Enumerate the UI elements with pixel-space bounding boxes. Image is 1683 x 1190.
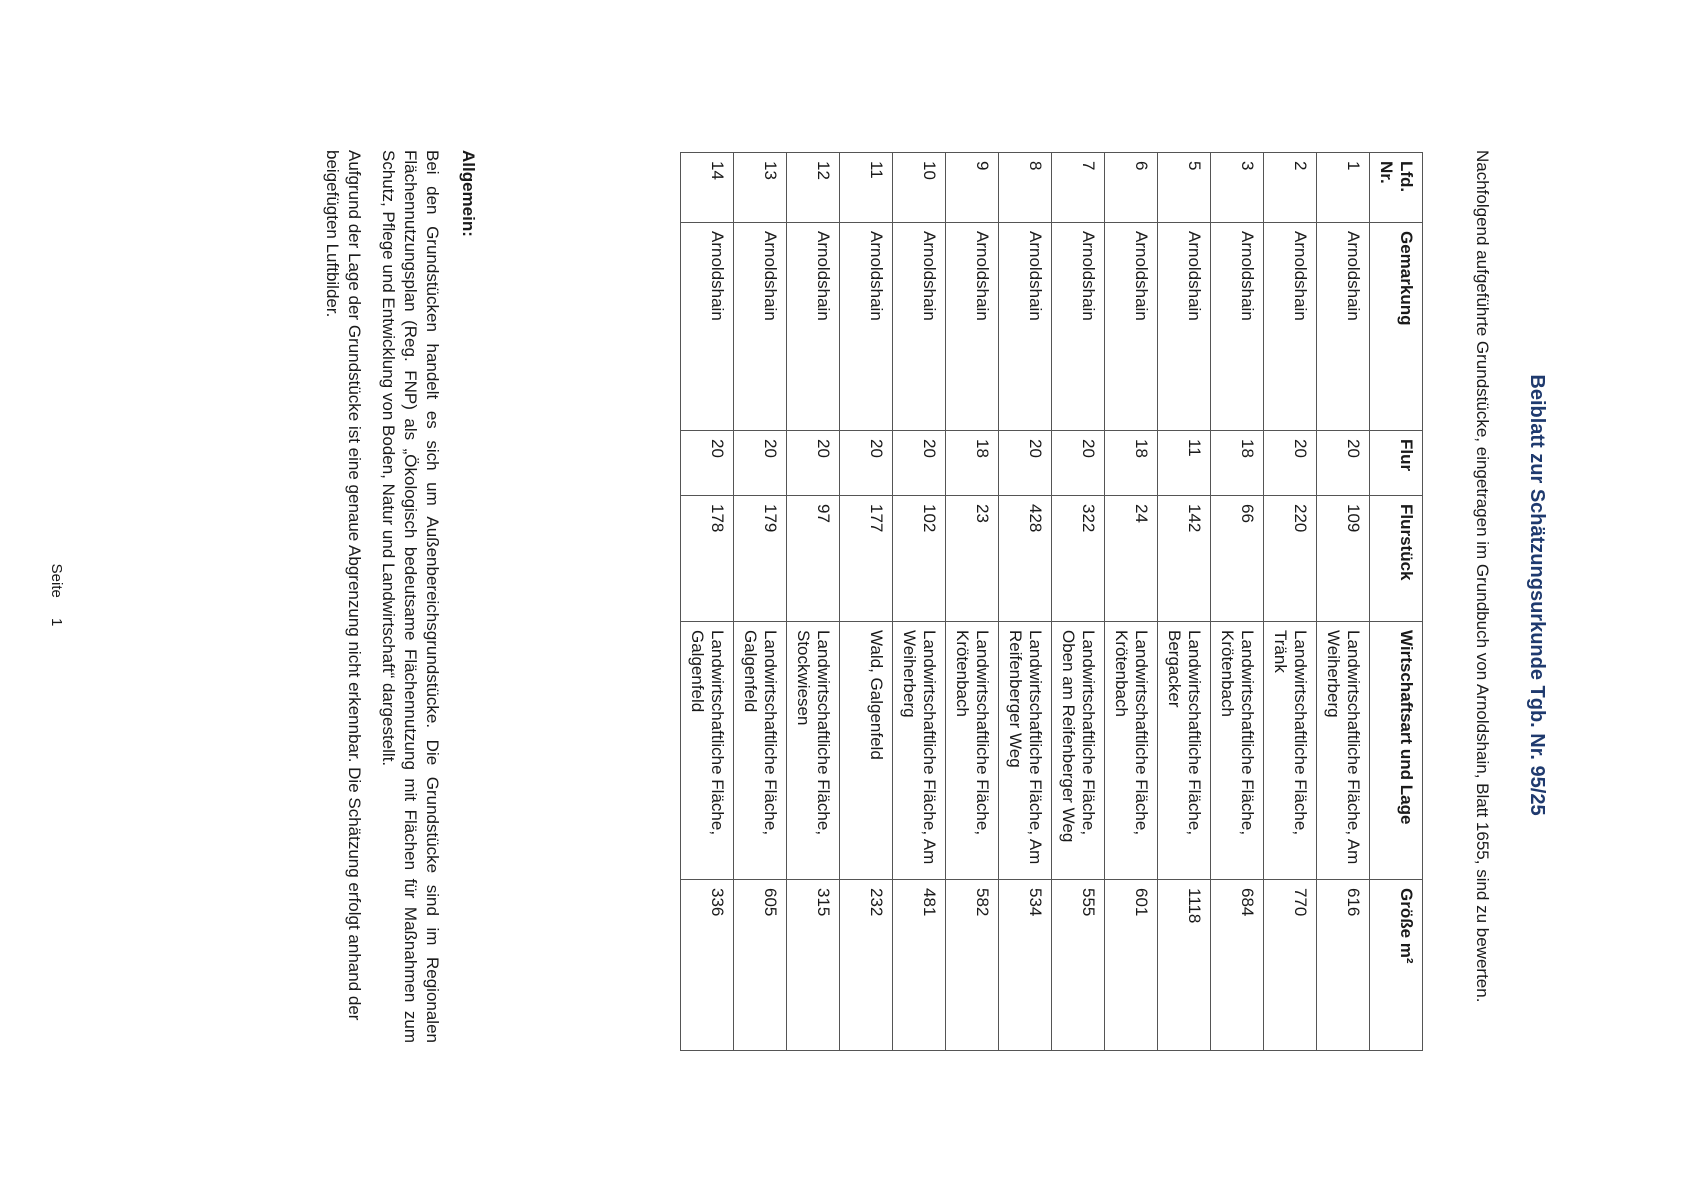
cell-flurstueck: 97: [787, 496, 840, 622]
table-row: [1105, 153, 1158, 1051]
page-number: 1: [48, 618, 65, 627]
cell-wirtschaftsart: Wald, Galgenfeld: [840, 622, 893, 880]
header-gemarkung: Gemarkung: [1370, 223, 1423, 431]
cell-flurstueck: 322: [1052, 496, 1105, 622]
cell-flurstueck: 220: [1264, 496, 1317, 622]
cell-wirtschaftsart: Landwirtschaftliche Fläche, Krötenbach: [1105, 622, 1158, 880]
cell-groesse: 605: [734, 880, 787, 1051]
cell-groesse: 336: [681, 880, 734, 1051]
cell-groesse: 1118: [1158, 880, 1211, 1051]
cell-lfd-nr: 5: [1158, 153, 1211, 223]
cell-flur: 20: [1052, 431, 1105, 496]
table-header-row: [1370, 153, 1423, 1051]
cell-gemarkung: Arnoldshain: [946, 223, 999, 431]
cell-gemarkung: Arnoldshain: [1158, 223, 1211, 431]
cell-wirtschaftsart: Landwirtschaftliche Fläche, Bergacker: [1158, 622, 1211, 880]
cell-lfd-nr: 3: [1211, 153, 1264, 223]
cell-flur: 18: [1211, 431, 1264, 496]
cell-flur: 20: [999, 431, 1052, 496]
cell-wirtschaftsart: Landwirtschaftliche Fläche, Am Weiherberg: [1317, 622, 1370, 880]
table-row: [1052, 153, 1105, 1051]
cell-groesse: 601: [1105, 880, 1158, 1051]
page-label: Seite: [48, 563, 65, 598]
cell-groesse: 534: [999, 880, 1052, 1051]
cell-flurstueck: 102: [893, 496, 946, 622]
cell-flurstueck: 66: [1211, 496, 1264, 622]
cell-groesse: 582: [946, 880, 999, 1051]
cell-groesse: 555: [1052, 880, 1105, 1051]
paragraph-aerial-note: Aufgrund der Lage der Grundstücke ist eine genaue Abgrenzung nicht erkennbar. Die Schätzung erfolgt anhand der beigefügten Luftbilder.: [323, 150, 364, 1021]
section-heading: Allgemein:: [459, 150, 478, 237]
cell-wirtschaftsart: Landwirtschaftliche Fläche, Krötenbach: [946, 622, 999, 880]
cell-lfd-nr: 7: [1052, 153, 1105, 223]
table-row: [840, 153, 893, 1051]
table-row: [787, 153, 840, 1051]
cell-lfd-nr: 10: [893, 153, 946, 223]
cell-flurstueck: 428: [999, 496, 1052, 622]
cell-flur: 20: [840, 431, 893, 496]
page-footer: [48, 0, 65, 1190]
header-lfd-nr: Lfd. Nr.: [1370, 153, 1423, 223]
header-wirtschaftsart: Wirtschaftsart und Lage: [1370, 622, 1423, 880]
header-flurstueck: Flurstück: [1370, 496, 1423, 622]
cell-gemarkung: Arnoldshain: [999, 223, 1052, 431]
cell-gemarkung: Arnoldshain: [1211, 223, 1264, 431]
cell-lfd-nr: 1: [1317, 153, 1370, 223]
cell-wirtschaftsart: Landwirtschaftliche Fläche, Oben am Reifenberger Weg: [1052, 622, 1105, 880]
table-row: [681, 153, 734, 1051]
cell-gemarkung: Arnoldshain: [1317, 223, 1370, 431]
cell-groesse: 770: [1264, 880, 1317, 1051]
cell-gemarkung: Arnoldshain: [787, 223, 840, 431]
header-groesse: Größe m²: [1370, 880, 1423, 1051]
cell-wirtschaftsart: Landwirtschaftliche Fläche, Galgenfeld: [734, 622, 787, 880]
table-row: [734, 153, 787, 1051]
table-row: [946, 153, 999, 1051]
cell-flur: 20: [681, 431, 734, 496]
cell-gemarkung: Arnoldshain: [1105, 223, 1158, 431]
cell-flurstueck: 23: [946, 496, 999, 622]
cell-groesse: 315: [787, 880, 840, 1051]
table-row: [1211, 153, 1264, 1051]
cell-gemarkung: Arnoldshain: [893, 223, 946, 431]
cell-gemarkung: Arnoldshain: [1264, 223, 1317, 431]
cell-lfd-nr: 11: [840, 153, 893, 223]
cell-gemarkung: Arnoldshain: [734, 223, 787, 431]
table-row: [1264, 153, 1317, 1051]
paragraph-general: Bei den Grundstücken handelt es sich um Außenbereichsgrundstücke. Die Grundstücke sind im Regionalen Flächennutzungsplan (Reg. FNP) als „Ökologisch bedeutsame Flächennutzung mit Flächen für Maßnahmen zum Schutz, Pflege und Entwicklung von Boden, Natur und Landwirtschaft“ dargestellt.: [379, 150, 442, 1043]
cell-flurstueck: 177: [840, 496, 893, 622]
cell-flur: 20: [893, 431, 946, 496]
cell-flur: 20: [1264, 431, 1317, 496]
cell-gemarkung: Arnoldshain: [840, 223, 893, 431]
intro-text: Nachfolgend aufgeführte Grundstücke, eingetragen im Grundbuch von Arnoldshain, Blatt 1655, sind zu bewerten.: [1473, 150, 1492, 1003]
cell-groesse: 616: [1317, 880, 1370, 1051]
cell-wirtschaftsart: Landwirtschaftliche Fläche, Am Weiherberg: [893, 622, 946, 880]
cell-flur: 20: [1317, 431, 1370, 496]
cell-flur: 11: [1158, 431, 1211, 496]
cell-wirtschaftsart: Landwirtschaftliche Fläche, Tränk: [1264, 622, 1317, 880]
cell-flur: 20: [734, 431, 787, 496]
table-row: [1317, 153, 1370, 1051]
cell-gemarkung: Arnoldshain: [681, 223, 734, 431]
cell-flurstueck: 109: [1317, 496, 1370, 622]
cell-lfd-nr: 9: [946, 153, 999, 223]
document-title: Beiblatt zur Schätzungsurkunde Tgb. Nr. 95/25: [1526, 374, 1548, 816]
cell-groesse: 684: [1211, 880, 1264, 1051]
cell-wirtschaftsart: Landwirtschaftliche Fläche, Krötenbach: [1211, 622, 1264, 880]
cell-flur: 20: [787, 431, 840, 496]
cell-flur: 18: [946, 431, 999, 496]
cell-wirtschaftsart: Landwirtschaftliche Fläche, Am Reifenberger Weg: [999, 622, 1052, 880]
cell-groesse: 481: [893, 880, 946, 1051]
cell-lfd-nr: 8: [999, 153, 1052, 223]
cell-lfd-nr: 14: [681, 153, 734, 223]
cell-flurstueck: 142: [1158, 496, 1211, 622]
cell-lfd-nr: 2: [1264, 153, 1317, 223]
cell-wirtschaftsart: Landwirtschaftliche Fläche, Galgenfeld: [681, 622, 734, 880]
cell-gemarkung: Arnoldshain: [1052, 223, 1105, 431]
parcel-table: [680, 152, 1423, 1051]
cell-flurstueck: 179: [734, 496, 787, 622]
cell-lfd-nr: 12: [787, 153, 840, 223]
cell-lfd-nr: 6: [1105, 153, 1158, 223]
cell-flurstueck: 178: [681, 496, 734, 622]
cell-wirtschaftsart: Landwirtschaftliche Fläche, Stockwiesen: [787, 622, 840, 880]
header-flur: Flur: [1370, 431, 1423, 496]
cell-groesse: 232: [840, 880, 893, 1051]
table-row: [999, 153, 1052, 1051]
cell-flurstueck: 24: [1105, 496, 1158, 622]
cell-flur: 18: [1105, 431, 1158, 496]
table-row: [1158, 153, 1211, 1051]
table-row: [893, 153, 946, 1051]
cell-lfd-nr: 13: [734, 153, 787, 223]
